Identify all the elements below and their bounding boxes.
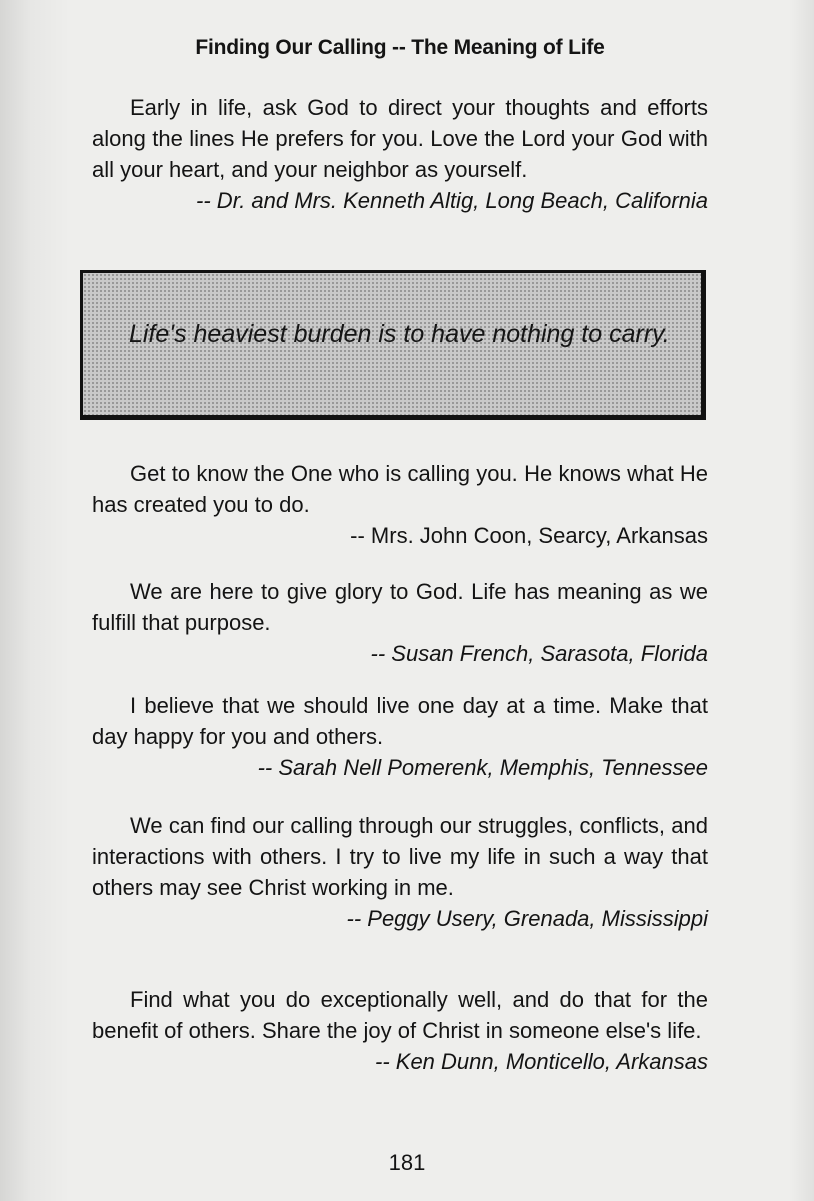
entry-attribution: -- Dr. and Mrs. Kenneth Altig, Long Beach, California [196,188,708,213]
entry-dunn [92,984,708,1077]
entry-attribution: -- Ken Dunn, Monticello, Arkansas [375,1049,708,1074]
entry-attribution: -- Susan French, Sarasota, Florida [370,641,708,666]
entry-text: I believe that we should live one day at a time. Make that day happy for you and others. [92,693,708,749]
entry-text: Find what you do exceptionally well, and do that for the benefit of others. Share the joy of Christ in someone else's life. [92,987,708,1043]
entry-pomerenk [92,690,708,783]
entry-attribution: -- Mrs. John Coon, Searcy, Arkansas [350,523,708,548]
highlighted-quote: Life's heaviest burden is to have nothing to carry. [129,320,670,348]
entry-text: Get to know the One who is calling you. He knows what He has created you to do. [92,461,708,517]
entry-french [92,576,708,669]
entry-coon [92,458,708,551]
page-number: 181 [388,1150,426,1175]
highlighted-quote-box [80,270,706,420]
entry-usery [92,810,708,934]
entry-text: Early in life, ask God to direct your thoughts and efforts along the lines He prefers for you. Love the Lord your God with all your heart, and your neighbor as yourself. [92,95,708,182]
entry-attribution: -- Sarah Nell Pomerenk, Memphis, Tennessee [257,755,708,780]
entry-text: We can find our calling through our struggles, conflicts, and interactions with others. I try to live my life in such a way that others may see Christ working in me. [92,813,708,900]
page-heading: Finding Our Calling -- The Meaning of Life [195,36,605,59]
entry-attribution: -- Peggy Usery, Grenada, Mississippi [346,906,708,931]
entry-text: We are here to give glory to God. Life has meaning as we fulfill that purpose. [92,579,708,635]
entry-altig [92,92,708,216]
